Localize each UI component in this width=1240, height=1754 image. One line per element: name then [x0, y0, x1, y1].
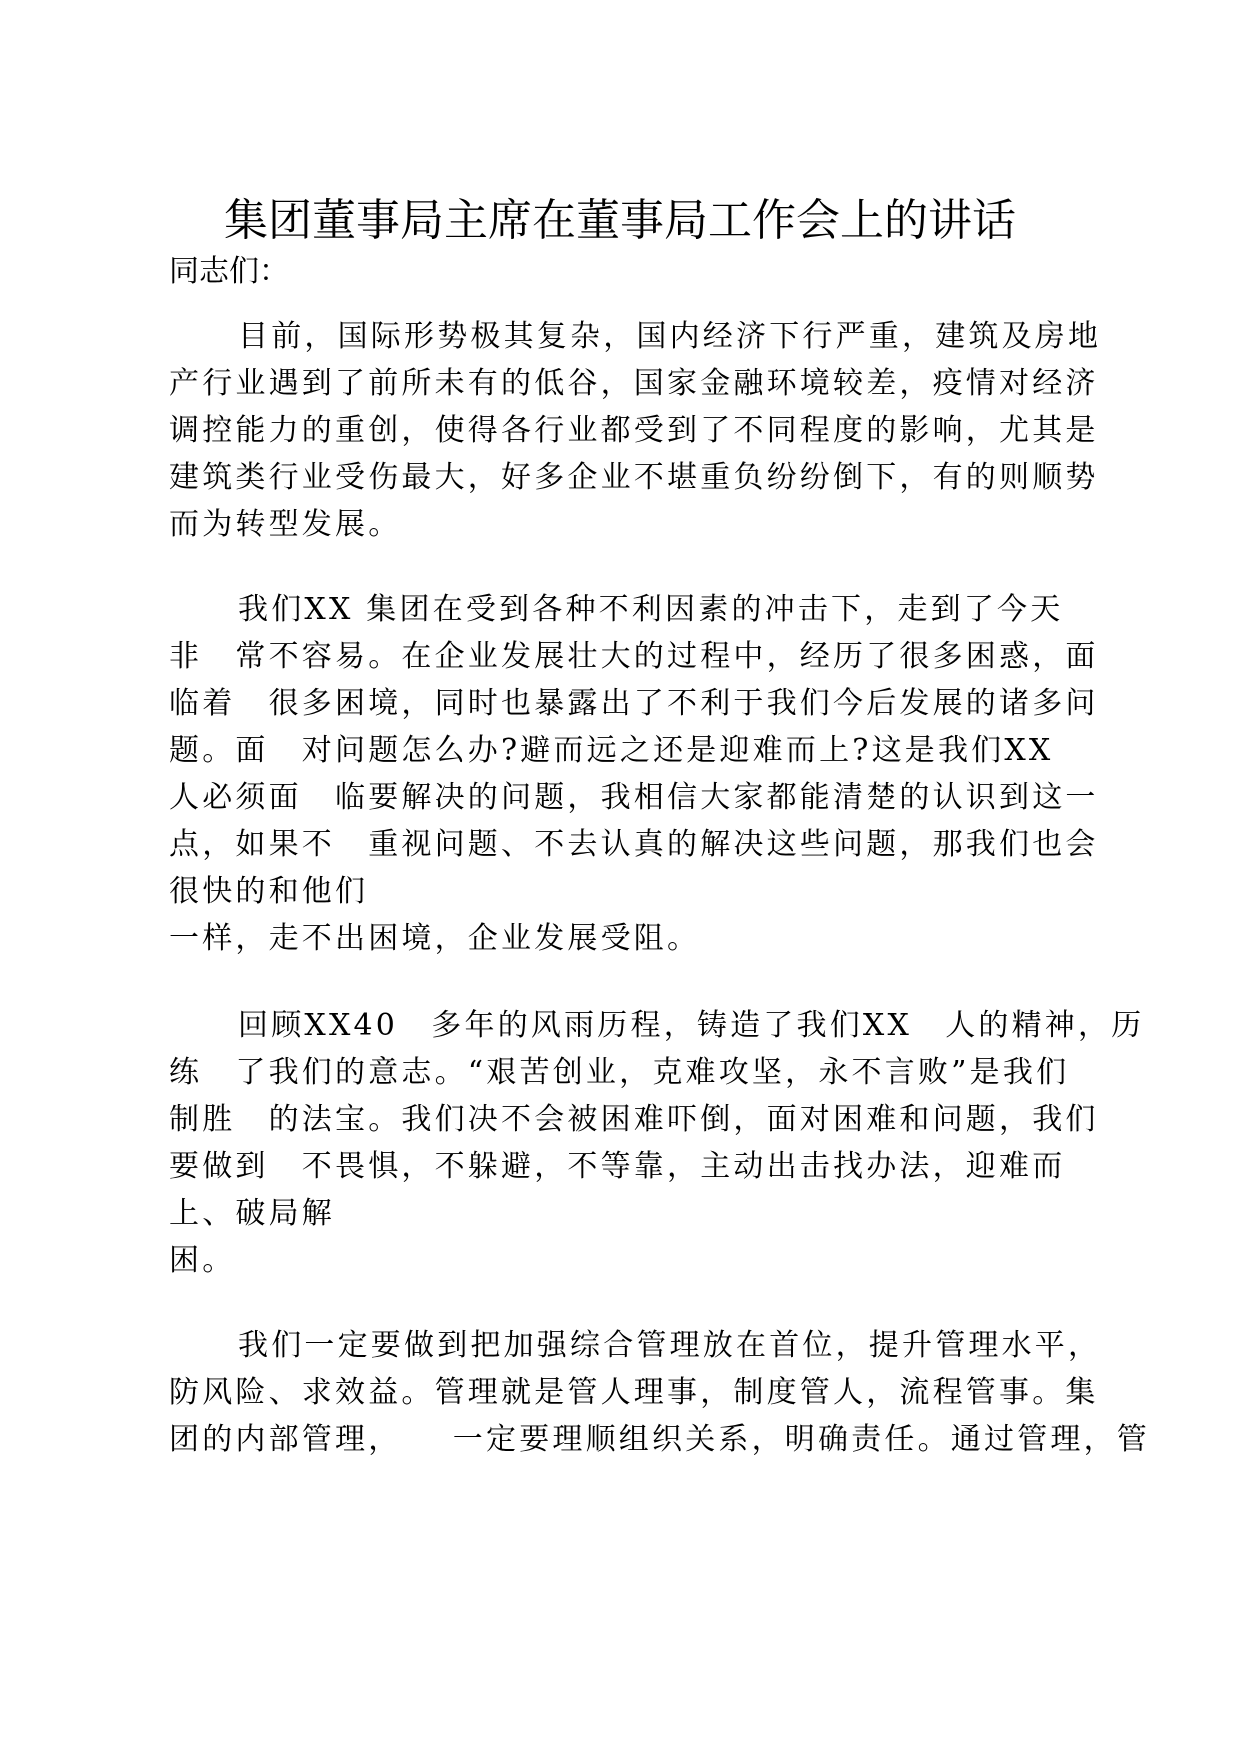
paragraph-line: 团的内部管理， 一定要理顺组织关系，明确责任。通过管理，管	[169, 1422, 1150, 1457]
paragraph-line: 非 常不容易。在企业发展壮大的过程中，经历了很多困惑，面	[169, 639, 1099, 674]
paragraph-line: 产行业遇到了前所未有的低谷，国家金融环境较差，疫情对经济	[169, 366, 1099, 401]
paragraph-line: 回顾XX40 多年的风雨历程，铸造了我们XX 人的精神，历	[238, 1008, 1145, 1043]
document-title: 集团董事局主席在董事局工作会上的讲话	[224, 195, 1016, 246]
paragraph-line: 我们XX 集团在受到各种不利因素的冲击下，走到了今天	[238, 592, 1064, 627]
paragraph-line: 而为转型发展。	[169, 507, 402, 542]
paragraph-line: 练 了我们的意志。“艰苦创业，克难攻坚，永不言败”是我们	[169, 1055, 1070, 1090]
paragraph-line: 目前，国际形势极其复杂，国内经济下行严重，建筑及房地	[238, 319, 1102, 354]
paragraph-line: 很快的和他们	[169, 874, 369, 909]
paragraph-line: 要做到 不畏惧，不躲避，不等靠，主动出击找办法，迎难而	[169, 1149, 1066, 1184]
paragraph-line: 点，如果不 重视问题、不去认真的解决这些问题，那我们也会	[169, 827, 1099, 862]
paragraph-line: 建筑类行业受伤最大，好多企业不堪重负纷纷倒下，有的则顺势	[169, 460, 1099, 495]
paragraph-line: 一样，走不出困境，企业发展受阻。	[169, 921, 701, 956]
paragraph-line: 制胜 的法宝。我们决不会被困难吓倒，面对困难和问题，我们	[169, 1102, 1099, 1137]
paragraph-line: 临着 很多困境，同时也暴露出了不利于我们今后发展的诸多问	[169, 686, 1099, 721]
salutation: 同志们：	[169, 254, 289, 289]
paragraph-line: 困。	[169, 1243, 236, 1278]
paragraph-line: 防风险、求效益。管理就是管人理事，制度管人，流程管事。集	[169, 1375, 1099, 1410]
paragraph-line: 上、破局解	[169, 1196, 335, 1231]
paragraph-line: 题。面 对问题怎么办?避而远之还是迎难而上?这是我们XX	[169, 733, 1054, 768]
paragraph-line: 调控能力的重创，使得各行业都受到了不同程度的影响，尤其是	[169, 413, 1099, 448]
paragraph-line: 我们一定要做到把加强综合管理放在首位，提升管理水平，	[238, 1328, 1102, 1363]
paragraph-line: 人必须面 临要解决的问题，我相信大家都能清楚的认识到这一	[169, 780, 1099, 815]
